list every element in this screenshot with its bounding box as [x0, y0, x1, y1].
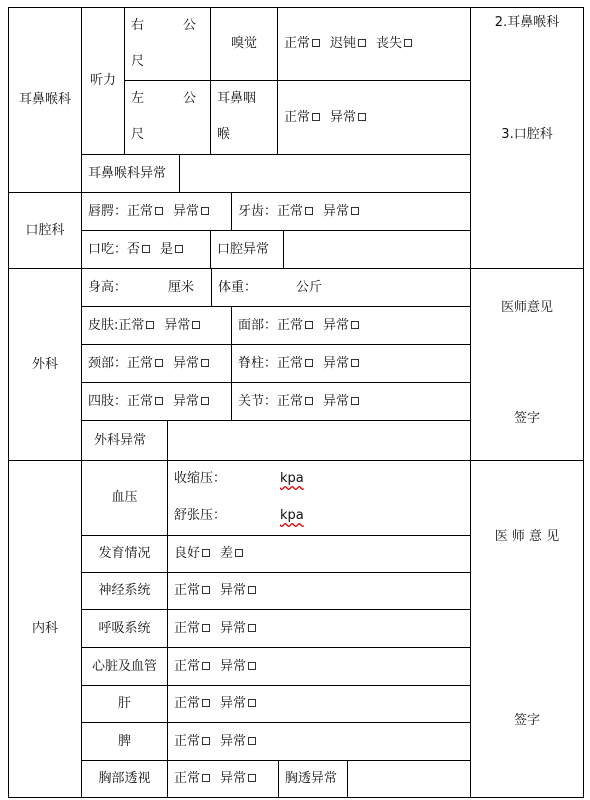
checkbox-icon — [202, 662, 210, 670]
smell-option-dull[interactable]: 迟钝 — [330, 35, 366, 53]
checkbox-icon — [305, 321, 313, 329]
ent-oral-opinion-cell — [470, 7, 584, 269]
checkbox-icon — [351, 359, 359, 367]
face-label: 面部： — [238, 317, 278, 333]
stutter-option-yes[interactable]: 是 — [160, 241, 183, 259]
liver-option-normal[interactable]: 正常 — [174, 695, 210, 713]
right-ear-cell — [124, 7, 211, 81]
surgery-abnormal-label: 外科异常 — [81, 420, 168, 461]
spine-label: 脊柱： — [238, 355, 278, 371]
stutter-option-no[interactable]: 否 — [127, 241, 150, 259]
left-ear-unit-b: 尺 — [131, 127, 145, 142]
blood-pressure-label: 血压 — [81, 460, 168, 536]
checkbox-icon — [202, 737, 210, 745]
throat-options — [277, 80, 471, 155]
internal-opinion-cell — [470, 460, 584, 798]
respiratory-option-normal[interactable]: 正常 — [174, 620, 210, 638]
checkbox-icon — [201, 397, 209, 405]
checkbox-icon — [201, 359, 209, 367]
spine-option-normal[interactable]: 正常 — [277, 355, 313, 373]
skin-label: 皮肤: — [88, 317, 119, 333]
weight-label: 体重： — [218, 280, 258, 295]
spleen-label: 脾 — [81, 722, 168, 761]
neck-label: 颈部： — [88, 355, 128, 371]
nervous-option-normal[interactable]: 正常 — [174, 582, 210, 600]
ent-abnormal-label: 耳鼻喉科异常 — [81, 154, 180, 193]
limbs-label: 四肢： — [88, 393, 128, 409]
teeth-row — [231, 192, 471, 231]
checkbox-icon — [192, 321, 200, 329]
liver-option-abnormal[interactable]: 异常 — [220, 695, 256, 713]
checkbox-icon — [142, 245, 150, 253]
throat-label-a: 耳鼻咽 — [217, 91, 257, 106]
development-option-poor[interactable]: 差 — [220, 545, 243, 563]
surgery-opinion-cell — [470, 268, 584, 461]
heart-label: 心脏及血管 — [81, 647, 168, 686]
spine-option-abnormal[interactable]: 异常 — [323, 355, 359, 373]
height-unit: 厘米 — [168, 280, 195, 295]
development-option-good[interactable]: 良好 — [174, 545, 210, 563]
ent-abnormal-field[interactable] — [179, 154, 471, 193]
checkbox-icon — [155, 207, 163, 215]
ent-note: 2.耳鼻喉科 — [494, 15, 560, 30]
throat-option-normal[interactable]: 正常 — [284, 109, 320, 127]
checkbox-icon — [404, 39, 412, 47]
surgery-section-label: 外科 — [8, 268, 82, 461]
left-ear-cell — [124, 80, 211, 155]
height-row — [81, 268, 212, 307]
joints-row — [231, 382, 471, 421]
surgery-signature: 签字 — [513, 411, 540, 426]
oral-note: 3.口腔科 — [501, 127, 553, 142]
face-row — [231, 306, 471, 345]
internal-doctor-opinion: 医 师 意 见 — [494, 529, 560, 544]
checkbox-icon — [248, 699, 256, 707]
throat-label-cell — [210, 80, 278, 155]
diastolic-unit: kpa — [280, 508, 304, 523]
checkbox-icon — [201, 207, 209, 215]
teeth-option-normal[interactable]: 正常 — [277, 203, 313, 221]
lips-option-abnormal[interactable]: 异常 — [173, 203, 209, 221]
chest-option-normal[interactable]: 正常 — [174, 770, 210, 788]
checkbox-icon — [146, 321, 154, 329]
checkbox-icon — [312, 39, 320, 47]
joints-label: 关节： — [238, 393, 278, 409]
spleen-option-abnormal[interactable]: 异常 — [220, 733, 256, 751]
development-label: 发育情况 — [81, 535, 168, 573]
checkbox-icon — [305, 207, 313, 215]
respiratory-label: 呼吸系统 — [81, 609, 168, 648]
limbs-option-normal[interactable]: 正常 — [127, 393, 163, 411]
stutter-row — [81, 230, 211, 269]
limbs-option-abnormal[interactable]: 异常 — [173, 393, 209, 411]
height-label: 身高： — [88, 280, 128, 295]
neck-option-abnormal[interactable]: 异常 — [173, 355, 209, 373]
limbs-row — [81, 382, 232, 421]
checkbox-icon — [351, 321, 359, 329]
chest-xray-options — [167, 760, 279, 798]
checkbox-icon — [235, 549, 243, 557]
respiratory-options — [167, 609, 471, 648]
face-option-abnormal[interactable]: 异常 — [323, 317, 359, 335]
skin-option-normal[interactable]: 正常 — [118, 317, 154, 335]
checkbox-icon — [312, 113, 320, 121]
lips-option-normal[interactable]: 正常 — [127, 203, 163, 221]
joints-option-normal[interactable]: 正常 — [277, 393, 313, 411]
nervous-option-abnormal[interactable]: 异常 — [220, 582, 256, 600]
left-ear-unit-a: 公 — [182, 91, 196, 106]
diastolic-label: 舒张压： — [174, 508, 227, 523]
ent-section-label: 耳鼻喉科 — [8, 7, 82, 193]
checkbox-icon — [202, 624, 210, 632]
smell-option-normal[interactable]: 正常 — [284, 35, 320, 53]
checkbox-icon — [248, 624, 256, 632]
heart-option-normal[interactable]: 正常 — [174, 658, 210, 676]
internal-section-label: 内科 — [8, 460, 82, 798]
spleen-options — [167, 722, 471, 761]
weight-row — [211, 268, 471, 307]
internal-signature: 签字 — [513, 713, 540, 728]
checkbox-icon — [351, 397, 359, 405]
face-option-normal[interactable]: 正常 — [277, 317, 313, 335]
left-ear-label: 左 — [131, 91, 145, 106]
lips-row — [81, 192, 232, 231]
respiratory-option-abnormal[interactable]: 异常 — [220, 620, 256, 638]
right-ear-unit-a: 公 — [182, 18, 196, 33]
development-options — [167, 535, 471, 573]
stutter-label: 口吃： — [88, 241, 128, 257]
checkbox-icon — [248, 586, 256, 594]
oral-abnormal-label: 口腔异常 — [210, 230, 284, 269]
smell-label: 嗅觉 — [210, 7, 278, 81]
nervous-options — [167, 572, 471, 610]
chest-abnormal-field[interactable] — [347, 760, 471, 798]
weight-unit: 公斤 — [296, 280, 323, 295]
right-ear-unit-b: 尺 — [131, 54, 145, 69]
checkbox-icon — [175, 245, 183, 253]
surgery-doctor-opinion: 医师意见 — [500, 300, 553, 315]
checkbox-icon — [305, 359, 313, 367]
smell-options — [277, 7, 471, 81]
systolic-label: 收缩压： — [174, 471, 227, 486]
skin-row — [81, 306, 232, 345]
checkbox-icon — [305, 397, 313, 405]
heart-options — [167, 647, 471, 686]
joints-option-abnormal[interactable]: 异常 — [323, 393, 359, 411]
right-ear-label: 右 — [131, 18, 145, 33]
checkbox-icon — [202, 699, 210, 707]
blood-pressure-values — [167, 460, 471, 536]
oral-abnormal-field[interactable] — [283, 230, 471, 269]
checkbox-icon — [248, 737, 256, 745]
checkbox-icon — [351, 207, 359, 215]
skin-option-abnormal[interactable]: 异常 — [164, 317, 200, 335]
teeth-option-abnormal[interactable]: 异常 — [323, 203, 359, 221]
checkbox-icon — [155, 359, 163, 367]
checkbox-icon — [202, 586, 210, 594]
lips-label: 唇腭： — [88, 203, 128, 219]
oral-section-label: 口腔科 — [8, 192, 82, 269]
checkbox-icon — [202, 549, 210, 557]
checkbox-icon — [248, 774, 256, 782]
spleen-option-normal[interactable]: 正常 — [174, 733, 210, 751]
teeth-label: 牙齿： — [238, 203, 278, 219]
throat-label-b: 喉 — [217, 127, 231, 142]
neck-row — [81, 344, 232, 383]
hearing-label: 听力 — [81, 7, 125, 155]
chest-option-abnormal[interactable]: 异常 — [220, 770, 256, 788]
neck-option-normal[interactable]: 正常 — [127, 355, 163, 373]
spine-row — [231, 344, 471, 383]
checkbox-icon — [155, 397, 163, 405]
checkbox-icon — [358, 39, 366, 47]
heart-option-abnormal[interactable]: 异常 — [220, 658, 256, 676]
throat-option-abnormal[interactable]: 异常 — [330, 109, 366, 127]
checkbox-icon — [202, 774, 210, 782]
chest-xray-label: 胸部透视 — [81, 760, 168, 798]
nervous-label: 神经系统 — [81, 572, 168, 610]
surgery-abnormal-field[interactable] — [167, 420, 471, 461]
smell-option-lost[interactable]: 丧失 — [376, 35, 412, 53]
systolic-unit: kpa — [280, 471, 304, 486]
checkbox-icon — [248, 662, 256, 670]
chest-abnormal-label: 胸透异常 — [278, 760, 348, 798]
liver-label: 肝 — [81, 685, 168, 723]
liver-options — [167, 685, 471, 723]
checkbox-icon — [358, 113, 366, 121]
